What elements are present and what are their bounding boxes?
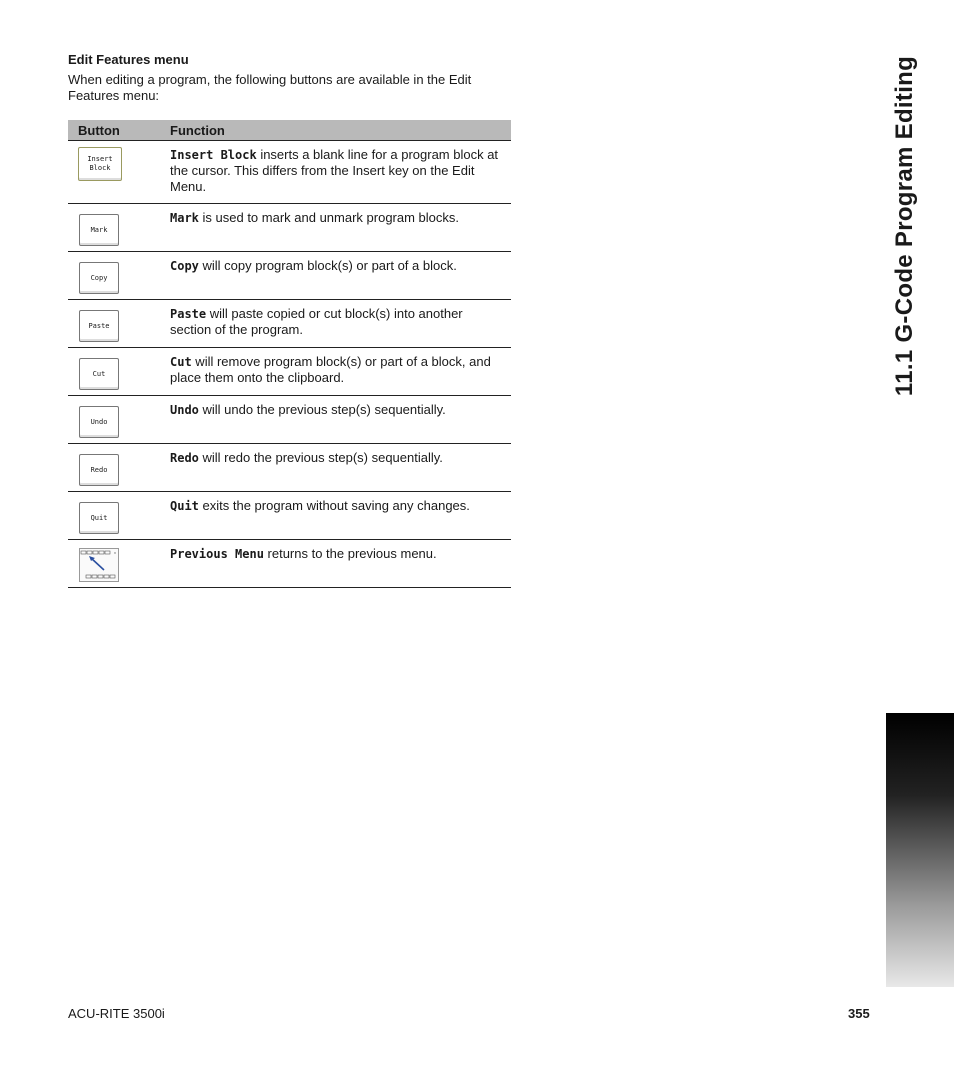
- header-function: Function: [170, 122, 225, 138]
- button-cell: [68, 252, 170, 299]
- chapter-tab: [886, 713, 954, 987]
- button-cell: [68, 444, 170, 491]
- keyword: Paste: [170, 307, 207, 321]
- button-cell: [68, 141, 170, 203]
- copy-softkey[interactable]: Copy: [79, 262, 119, 294]
- button-cell: [68, 492, 170, 539]
- keyword: Cut: [170, 355, 192, 369]
- function-cell: Previous Menu returns to the previous menu.: [170, 546, 437, 561]
- function-cell: Undo will undo the previous step(s) sequentially.: [170, 402, 446, 417]
- table-row: [68, 204, 511, 252]
- button-cell: [68, 348, 170, 395]
- function-cell: Copy will copy program block(s) or part of a block.: [170, 258, 457, 273]
- svg-text:x: x: [114, 550, 116, 555]
- quit-softkey[interactable]: Quit: [79, 502, 119, 534]
- intro-paragraph: When editing a program, the following buttons are available in the Edit Features menu:: [68, 72, 472, 103]
- edit-features-table: [68, 120, 511, 588]
- previous-menu-icon-graphic: [80, 549, 118, 581]
- table-row: [68, 540, 511, 588]
- function-cell: Redo will redo the previous step(s) sequentially.: [170, 450, 443, 465]
- table-row: [68, 141, 511, 204]
- function-cell: Paste will paste copied or cut block(s) into another section of the program.: [170, 306, 463, 337]
- table-row: [68, 396, 511, 444]
- keyword: Redo: [170, 451, 199, 465]
- cut-softkey[interactable]: Cut: [79, 358, 119, 390]
- footer-product: ACU-RITE 3500i: [68, 1006, 165, 1021]
- section-title: Edit Features menu: [68, 52, 189, 67]
- keyword: Insert Block: [170, 148, 257, 162]
- previous-menu-icon[interactable]: [79, 548, 119, 582]
- button-cell: [68, 540, 170, 587]
- button-cell: [68, 300, 170, 347]
- keyword: Previous Menu: [170, 547, 264, 561]
- insert-block-softkey[interactable]: Insert Block: [78, 147, 122, 181]
- keyword: Undo: [170, 403, 199, 417]
- function-cell: Insert Block inserts a blank line for a program block at the cursor. This differs from the Insert key on the Edit Menu.: [170, 147, 499, 194]
- function-cell: Quit exits the program without saving any changes.: [170, 498, 470, 513]
- header-button: Button: [78, 122, 120, 138]
- table-row: [68, 492, 511, 540]
- chapter-side-title: 11.1 G-Code Program Editing: [891, 55, 918, 397]
- paste-softkey[interactable]: Paste: [79, 310, 119, 342]
- function-cell: Cut will remove program block(s) or part of a block, and place them onto the clipboard.: [170, 354, 491, 385]
- function-cell: Mark is used to mark and unmark program blocks.: [170, 210, 460, 225]
- button-cell: [68, 204, 170, 251]
- keyword: Mark: [170, 211, 199, 225]
- table-row: [68, 348, 511, 396]
- button-cell: [68, 396, 170, 443]
- keyword: Quit: [170, 499, 199, 513]
- keyword: Copy: [170, 259, 199, 273]
- page-number: 355: [848, 1006, 870, 1021]
- table-row: [68, 300, 511, 348]
- table-row: [68, 444, 511, 492]
- redo-softkey[interactable]: Redo: [79, 454, 119, 486]
- table-header: [68, 120, 511, 141]
- table-row: [68, 252, 511, 300]
- undo-softkey[interactable]: Undo: [79, 406, 119, 438]
- mark-softkey[interactable]: Mark: [79, 214, 119, 246]
